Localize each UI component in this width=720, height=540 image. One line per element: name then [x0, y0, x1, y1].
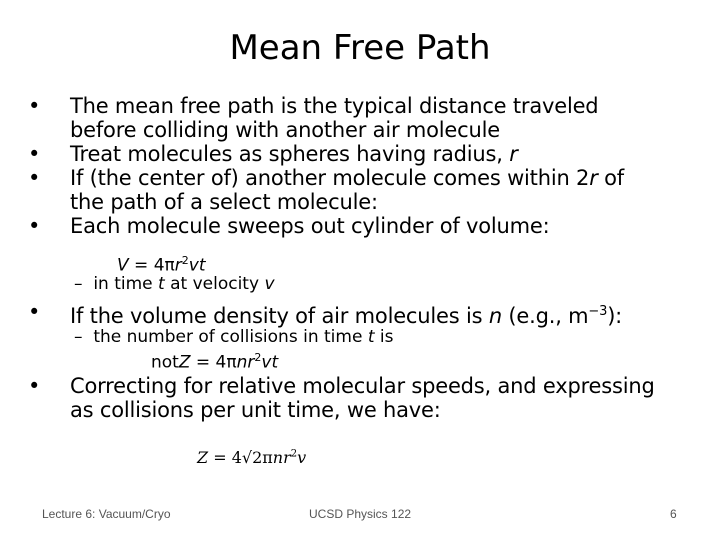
variable-r: r — [589, 166, 598, 190]
bullet-text: If (the center of) another molecule comes within 2 — [70, 166, 590, 190]
sub-bullet-collisions — [74, 327, 393, 347]
formula-var: vt — [188, 255, 206, 276]
bullet-item — [28, 214, 698, 238]
bullet-dot: • — [28, 300, 41, 324]
formula-var: Z — [178, 352, 191, 373]
variable-v: v — [264, 274, 275, 294]
bullet-text: If the volume density of air molecules is — [70, 304, 489, 328]
bullet-text: Treat molecules as spheres having radius, — [70, 142, 510, 166]
slide-title: Mean Free Path — [229, 28, 491, 68]
variable-r: r — [509, 142, 518, 166]
sub-bullet-dash: – — [74, 274, 83, 294]
bullet-item — [28, 94, 698, 142]
slide-number: 6 — [670, 507, 677, 521]
final-formula — [197, 448, 306, 467]
variable-t: t — [158, 274, 165, 294]
bullet-list-main — [28, 94, 698, 238]
bullet-text: Correcting for relative molecular speeds, and expressing — [70, 374, 655, 398]
bullet-item — [28, 142, 698, 166]
bullet-text: of — [597, 166, 624, 190]
formula-exponent: 2 — [254, 351, 262, 364]
formula-text: = 4 — [190, 352, 227, 373]
formula-text: = 4 — [208, 448, 242, 467]
bullet-dot: • — [28, 374, 41, 398]
formula-var: nr — [272, 448, 291, 467]
bullet-dot: • — [28, 214, 41, 238]
formula-exponent: 2 — [290, 448, 298, 460]
formula-var: vt — [261, 352, 279, 373]
collision-formula — [151, 348, 278, 373]
bullet-item — [28, 166, 698, 214]
variable-n: n — [488, 304, 502, 328]
sub-bullet-text: the number of collisions in time — [93, 327, 368, 347]
formula-var: Z — [197, 448, 209, 467]
sub-bullet-time — [74, 274, 275, 294]
footer-center: UCSD Physics 122 — [309, 507, 412, 521]
formula-var: v — [297, 448, 307, 467]
sub-bullet-dash: – — [74, 327, 83, 347]
formula-var: r — [174, 255, 182, 276]
bullet-text: (e.g., m — [501, 304, 589, 328]
formula-pi: π — [262, 448, 273, 467]
formula-text: not — [151, 352, 179, 373]
volume-formula — [117, 251, 206, 276]
formula-text: = 4 — [128, 255, 165, 276]
variable-t: t — [367, 327, 375, 347]
bullet-dot: • — [28, 142, 41, 166]
sub-bullet-text: in time — [93, 274, 159, 294]
sub-bullet-text: at velocity — [164, 274, 265, 294]
bullet-density — [28, 300, 698, 328]
bullet-dot: • — [28, 94, 41, 118]
formula-pi: π — [164, 255, 175, 276]
bullet-text: Each molecule sweeps out cylinder of volume: — [70, 214, 550, 238]
sub-bullet-text: is — [374, 327, 394, 347]
bullet-correcting — [28, 374, 698, 422]
formula-var: V — [117, 255, 129, 276]
formula-var: nr — [236, 352, 255, 373]
bullet-text: as collisions per unit time, we have: — [70, 398, 441, 422]
bullet-item — [28, 300, 698, 328]
formula-exponent: 2 — [181, 254, 189, 267]
exponent: −3 — [588, 304, 608, 319]
bullet-text: the path of a select molecule: — [70, 190, 378, 214]
sqrt-symbol: √2 — [241, 448, 263, 467]
bullet-text: ): — [607, 304, 623, 328]
bullet-dot: • — [28, 166, 41, 190]
bullet-text: The mean free path is the typical distance traveled — [70, 94, 599, 118]
formula-pi: π — [226, 352, 237, 373]
bullet-item — [28, 374, 698, 422]
footer-left: Lecture 6: Vacuum/Cryo — [42, 507, 171, 521]
bullet-text: before colliding with another air molecule — [70, 118, 500, 142]
